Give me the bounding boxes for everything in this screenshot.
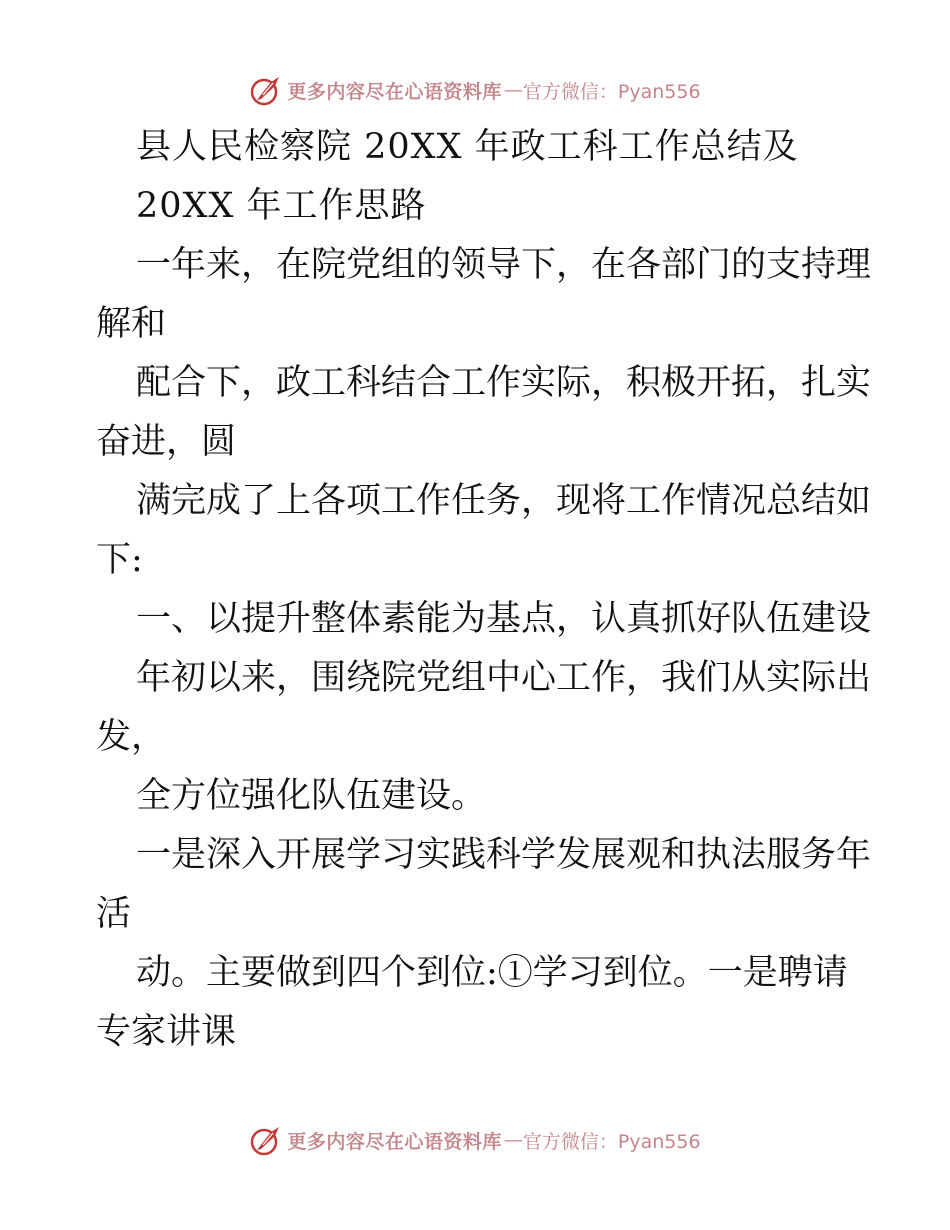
section-heading: 一、以提升整体素能为基点，认真抓好队伍建设 xyxy=(136,599,872,639)
header-banner xyxy=(0,72,950,108)
quill-pen-logo-icon xyxy=(249,1123,283,1157)
footer-banner xyxy=(0,1122,950,1158)
paragraph-line: 满完成了上各项工作任务，现将工作情况总结如 xyxy=(136,481,872,521)
document-title-line-1: 县人民检察院 20XX 年政工科工作总结及 xyxy=(136,127,799,167)
header-banner-wechat: 官方微信：Pyan556 xyxy=(522,80,701,103)
document-title-line-2: 20XX 年工作思路 xyxy=(136,186,427,226)
paragraph-line: 一年来，在院党组的领导下，在各部门的支持理 xyxy=(136,245,872,285)
paragraph-line: 配合下，政工科结合工作实际，积极开拓，扎实 xyxy=(136,363,872,403)
footer-banner-dash: — xyxy=(503,1129,521,1151)
paragraph-line: 下: xyxy=(96,540,143,580)
footer-banner-wechat: 官方微信：Pyan556 xyxy=(522,1130,701,1153)
footer-banner-text: 更多内容尽在心语资料库 xyxy=(287,1130,502,1153)
paragraph-line: 全方位强化队伍建设。 xyxy=(136,776,487,816)
paragraph-line: 奋进，圆 xyxy=(96,422,237,462)
paragraph-line: 发， xyxy=(96,717,167,757)
paragraph-line: 活 xyxy=(96,894,132,934)
paragraph-line: 年初以来，围绕院党组中心工作，我们从实际出 xyxy=(136,658,872,698)
paragraph-line: 一是深入开展学习实践科学发展观和执法服务年 xyxy=(136,835,872,875)
quill-pen-logo-icon xyxy=(249,73,283,107)
header-banner-dash: — xyxy=(503,79,521,101)
header-banner-text: 更多内容尽在心语资料库 xyxy=(287,80,502,103)
paragraph-line: 专家讲课 xyxy=(96,1012,237,1052)
paragraph-line: 动。主要做到四个到位:①学习到位。一是聘请 xyxy=(136,953,848,993)
paragraph-line: 解和 xyxy=(96,304,167,344)
